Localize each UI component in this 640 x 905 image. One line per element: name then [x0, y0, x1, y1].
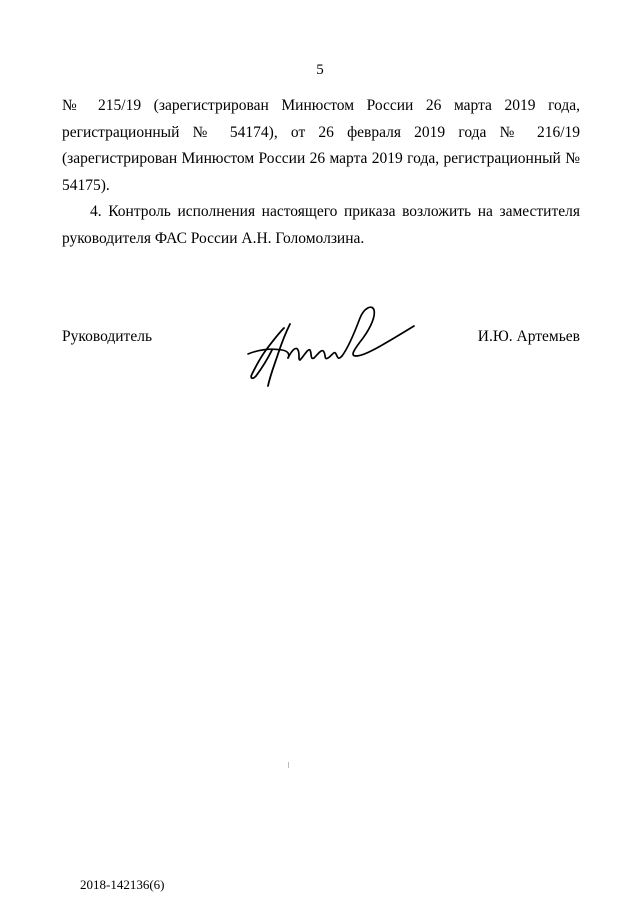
paragraph-item-4: 4. Контроль исполнения настоящего приказа возложить на заместителя руководителя ФАС России А.Н. Голомолзина.	[62, 203, 580, 247]
signer-name: И.Ю. Артемьев	[477, 328, 580, 345]
paragraph-continuation: № 215/19 (зарегистрирован Минюстом России 26 марта 2019 года, регистрационный № 54174), от 26 февраля 2019 года № 216/19 (зарегистрирован Минюстом России 26 марта 2019 года, регистрационный № 54175).	[62, 97, 580, 194]
document-code: 2018-142136(6)	[80, 877, 165, 892]
scan-artifact	[288, 762, 289, 768]
page-number: 5	[316, 62, 324, 78]
signer-position: Руководитель	[62, 328, 153, 345]
handwritten-signature-icon	[238, 298, 416, 390]
document-body	[62, 93, 580, 252]
